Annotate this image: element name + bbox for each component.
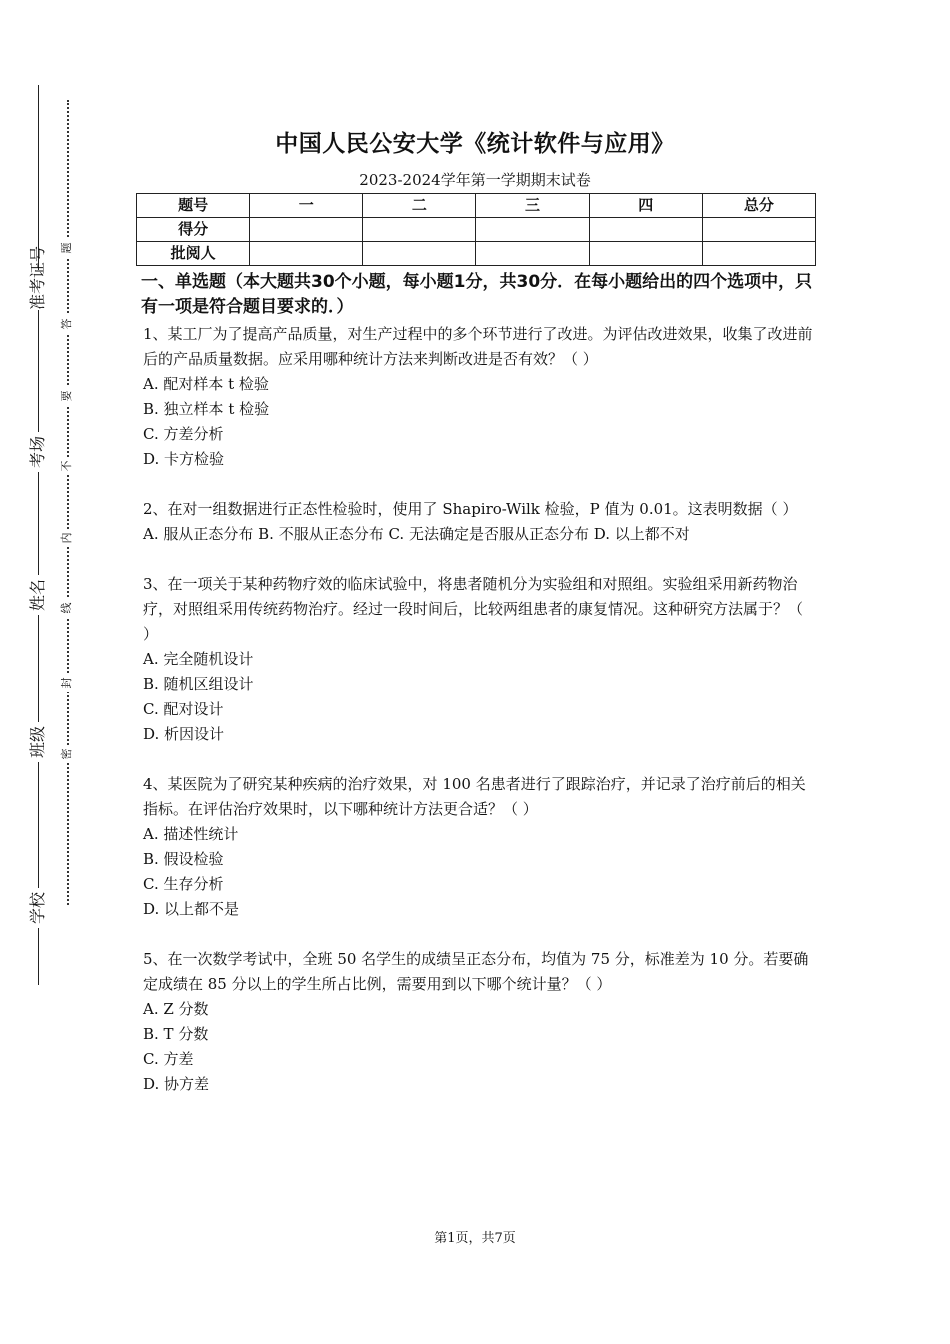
grader-cell [250, 242, 363, 266]
score-table-header-cell: 题号 [137, 194, 250, 218]
question-option: D. 卡方检验 [143, 450, 225, 468]
question-option: A. 完全随机设计 [143, 650, 254, 668]
score-table-row [137, 242, 816, 266]
question-option: A. 配对样本 t 检验 [143, 375, 269, 393]
seal-char: 不 [59, 457, 75, 475]
question-option: A. 描述性统计 [143, 825, 239, 843]
score-cell [363, 218, 476, 242]
seal-char: 答 [59, 315, 75, 333]
score-table-header-row [137, 194, 816, 218]
score-cell [250, 218, 363, 242]
question-option: C. 生存分析 [143, 875, 224, 893]
question-option: D. 以上都不是 [143, 900, 240, 918]
question-5 [143, 947, 813, 1097]
question-1 [143, 322, 813, 472]
exam-title: 中国人民公安大学《统计软件与应用》 [275, 131, 675, 157]
score-table-header-cell: 一 [250, 194, 363, 218]
question-stem: 5、在一次数学考试中，全班 50 名学生的成绩呈正态分布，均值为 75 分，标准差为 10 分。若要确定成绩在 85 分以上的学生所占比例，需要用到以下哪个统计量？（ ） [143, 950, 809, 993]
exam-content [143, 270, 813, 1122]
question-option: A. Z 分数 [143, 1000, 209, 1018]
grader-cell [589, 242, 702, 266]
question-option: A. 服从正态分布 B. 不服从正态分布 C. 无法确定是否服从正态分布 D. 以上都不对 [143, 525, 690, 543]
exam-id-label: 准考证号 [28, 245, 47, 310]
seal-char: 题 [59, 239, 75, 257]
exam-subtitle: 2023-2024学年第一学期期末试卷 [359, 171, 591, 189]
binding-line [38, 85, 39, 985]
question-option: D. 协方差 [143, 1075, 210, 1093]
score-table-header-cell: 四 [589, 194, 702, 218]
seal-char: 封 [59, 674, 75, 692]
seal-char: 密 [59, 745, 75, 763]
question-option: B. 独立样本 t 检验 [143, 400, 270, 418]
section-heading: 一、单选题（本大题共30个小题，每小题1分，共30分．在每小题给出的四个选项中，只有一项是符合题目要求的．） [141, 272, 813, 317]
question-4 [143, 772, 813, 922]
score-row-label: 得分 [137, 218, 250, 242]
question-option: B. 假设检验 [143, 850, 224, 868]
score-table-header-cell: 总分 [702, 194, 815, 218]
question-3 [143, 572, 813, 747]
score-table [136, 193, 816, 266]
question-stem: 2、在对一组数据进行正态性检验时，使用了 Shapiro-Wilk 检验，P 值为 0.01。这表明数据（ ） [143, 500, 798, 518]
grader-cell [363, 242, 476, 266]
score-cell [702, 218, 815, 242]
seal-char: 内 [59, 529, 75, 547]
exam-room-label: 考场 [28, 432, 48, 472]
question-option: C. 方差 [143, 1050, 194, 1068]
school-label: 学校 [28, 888, 48, 928]
grader-cell [702, 242, 815, 266]
score-table-header-cell: 二 [363, 194, 476, 218]
name-label: 姓名 [28, 575, 48, 615]
question-option: C. 方差分析 [143, 425, 224, 443]
class-label: 班级 [28, 722, 48, 762]
question-stem: 1、某工厂为了提高产品质量，对生产过程中的多个环节进行了改进。为评估改进效果，收集了改进前后的产品质量数据。应采用哪种统计方法来判断改进是否有效？（ ） [143, 325, 813, 368]
grader-row-label: 批阅人 [137, 242, 250, 266]
page-footer: 第1页，共7页 [434, 1231, 516, 1246]
question-option: C. 配对设计 [143, 700, 224, 718]
seal-char: 线 [59, 599, 75, 617]
question-stem: 3、在一项关于某种药物疗效的临床试验中，将患者随机分为实验组和对照组。实验组采用新药物治疗，对照组采用传统药物治疗。经过一段时间后，比较两组患者的康复情况。这种研究方法属于？（ ） [143, 575, 804, 643]
seal-dotted-line [67, 100, 69, 905]
question-option: B. 随机区组设计 [143, 675, 254, 693]
score-cell [476, 218, 589, 242]
score-cell [589, 218, 702, 242]
question-2 [143, 497, 813, 547]
seal-char: 要 [59, 387, 75, 405]
grader-cell [476, 242, 589, 266]
question-option: B. T 分数 [143, 1025, 209, 1043]
score-table-header-cell: 三 [476, 194, 589, 218]
question-option: D. 析因设计 [143, 725, 225, 743]
score-table-row [137, 218, 816, 242]
question-stem: 4、某医院为了研究某种疾病的治疗效果，对 100 名患者进行了跟踪治疗，并记录了治疗前后的相关指标。在评估治疗效果时，以下哪种统计方法更合适？（ ） [143, 775, 806, 818]
